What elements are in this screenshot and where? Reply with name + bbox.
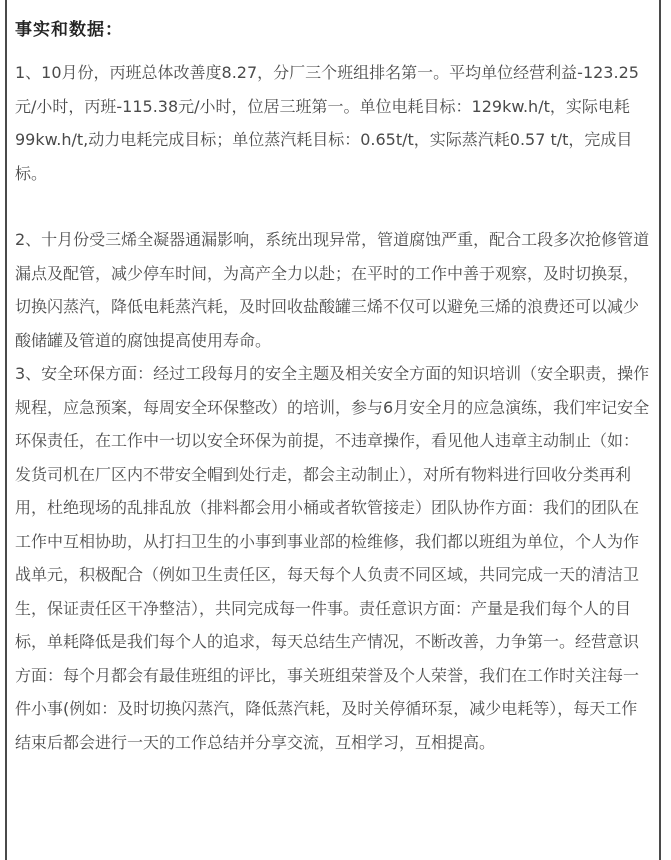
paragraph-3: 3、安全环保方面：经过工段每月的安全主题及相关安全方面的知识培训（安全职责，操作规程，应急预案，每周安全环保整改）的培训，参与6月安全月的应急演练，我们牢记安全环保责任，在工作中一切以安全环保为前提，不违章操作，看见他人违章主动制止（如：发货司机在厂区内不带安全帽到处行走，都会主动制止），对所有物料进行回收分类再利用，杜绝现场的乱排乱放（排料都会用小桶或者软管接走）团队协作方面：我们的团队在工作中互相协助，从打扫卫生的小事到事业部的检维修，我们都以班组为单位，个人为作战单元，积极配合（例如卫生责任区，每天每个人负责不同区域，共同完成一天的清洁卫生，保证责任区干净整洁），共同完成每一件事。责任意识方面：产量是我们每个人的目标，单耗降低是我们每个人的追求，每天总结生产情况，不断改善，力争第一。经营意识方面：每个月都会有最佳班组的评比，事关班组荣誉及个人荣誉，我们在工作时关注每一件小事(例如：及时切换闪蒸汽，降低蒸汽耗，及时关停循环泵，减少电耗等），每天工作结束后都会进行一天的工作总结并分享交流，互相学习，互相提高。 [15, 364, 650, 752]
section-heading: 事实和数据： [15, 20, 123, 40]
paragraph-2: 2、十月份受三烯全凝器通漏影响，系统出现异常，管道腐蚀严重，配合工段多次抢修管道漏点及配管，减少停车时间，为高产全力以赴；在平时的工作中善于观察，及时切换泵，切换闪蒸汽，降低电耗蒸汽耗，及时回收盐酸罐三烯不仅可以避免三烯的浪费还可以减少酸储罐及管道的腐蚀提高使用寿命。 [15, 230, 650, 350]
paragraph-1: 1、10月份，丙班总体改善度8.27，分厂三个班组排名第一。平均单位经营利益-123.25元/小时，丙班-115.38元/小时，位居三班第一。单位电耗目标：129kw.h/t，实际电耗99kw.h/t,动力电耗完成目标；单位蒸汽耗目标：0.65t/t，实际蒸汽耗0.57 t/t，完成目标。 [15, 63, 639, 183]
